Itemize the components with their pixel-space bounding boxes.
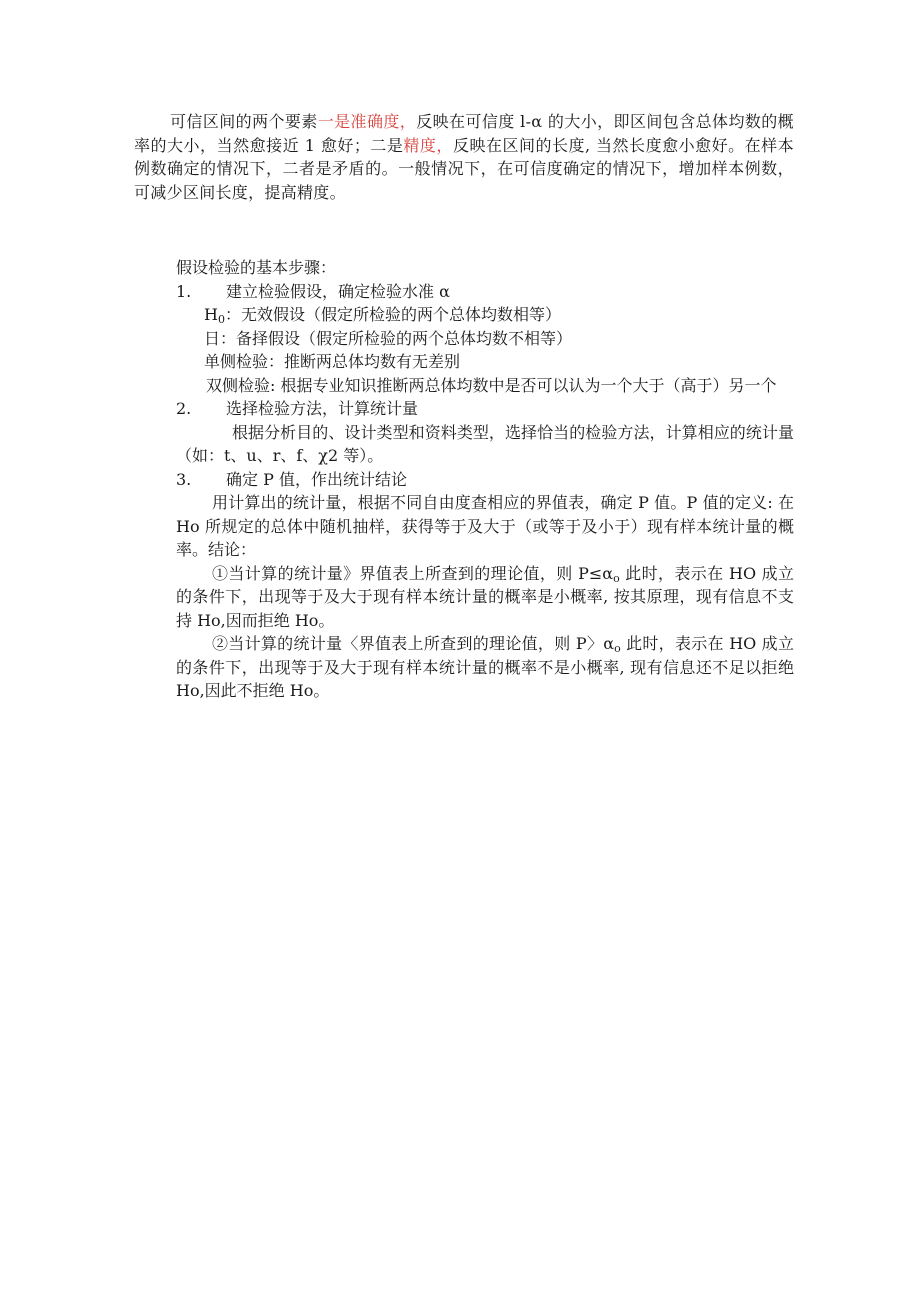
conclusion-2	[176, 632, 794, 703]
conclusion-2-text-a: ②当计算的统计量〈界值表上所查到的理论值，则 P〉α	[212, 634, 615, 653]
step-2-body: 根据分析目的、设计类型和资料类型，选择恰当的检验方法，计算相应的统计量（如：t、u、r、f、χ2 等）。	[176, 422, 794, 465]
hypothesis-test-section	[176, 256, 794, 703]
conclusion-2-subscript: o	[614, 642, 621, 655]
para-text-1: 可信区间的两个要素	[170, 112, 318, 131]
h0-subscript: 0	[217, 313, 225, 326]
step-2-number: 2.	[176, 399, 192, 418]
step-2	[176, 397, 794, 421]
precision-highlight: 精度，	[403, 135, 453, 155]
step-3-number: 3.	[176, 469, 192, 489]
conclusion-1-text-a: ①当计算的统计量》界值表上所查到的理论值，则 P≤α	[212, 563, 614, 583]
two-sided-test: 双侧检验: 根据专业知识推断两总体均数中是否可以认为一个大于（高于）另一个	[206, 375, 777, 395]
alternative-hypothesis: 日：备择假设（假定所检验的两个总体均数不相等）	[204, 328, 573, 348]
one-sided-test: 单侧检验：推断两总体均数有无差别	[204, 352, 461, 371]
h0-text: ：无效假设（假定所检验的两个总体均数相等）	[224, 305, 561, 324]
conclusion-1-subscript: o	[613, 571, 620, 585]
step-1	[176, 280, 794, 304]
step-3-title: 确定 P 值，作出统计结论	[226, 469, 407, 489]
para-text-3: 反映在区间的长度, 当然长度愈小愈好。在样本例数确定的情况下，二者是矛盾的。一般情况下，在可信度确定的情况下，增加样本例数，可减少区间长度，提高精度。	[134, 135, 794, 202]
conclusion-2-text-b: 此时，表示在 HO 成立的条件下，出现等于及大于现有样本统计量的概率不是小概率, 现有信息还不足以拒绝 Ho,因此不拒绝 Ho。	[176, 634, 794, 700]
para-text-2: 反映在可信度 l-α 的大小，即区间包含总体均数的概率的大小，当然愈接近 1 愈好；二是	[134, 112, 794, 155]
conclusion-1-text-b: 此时，表示在 HO 成立的条件下，出现等于及大于现有样本统计量的概率是小概率, 按其原理，现有信息不支持 Ho,因而拒绝 Ho。	[176, 563, 794, 630]
section-heading: 假设检验的基本步骤：	[176, 258, 337, 277]
h0-symbol: H	[204, 305, 218, 324]
conclusion-1	[176, 562, 794, 633]
step-1-title: 建立检验假设，确定检验水准 α	[226, 281, 450, 301]
step-2-title: 选择检验方法，计算统计量	[226, 399, 419, 418]
confidence-interval-paragraph	[134, 110, 794, 204]
step-1-number: 1.	[176, 281, 192, 301]
null-hypothesis	[176, 303, 794, 327]
step-3	[176, 468, 794, 492]
accuracy-highlight: 一是准确度，	[317, 112, 417, 131]
step-3-body: 用计算出的统计量，根据不同自由度查相应的界值表，确定 P 值。P 值的定义: 在 Ho 所规定的总体中随机抽样，获得等于及大于（或等于及小于）现有样本统计量的概率。结论：	[176, 493, 794, 559]
